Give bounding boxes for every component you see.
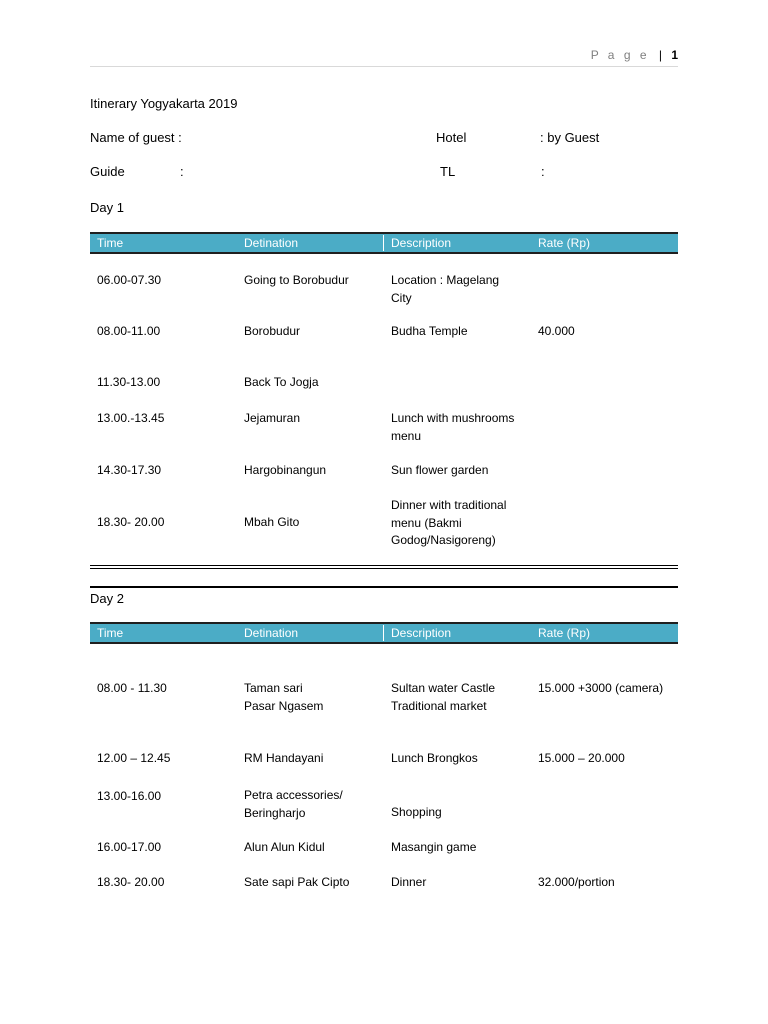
day1-row2-time: 08.00-11.00	[97, 324, 161, 338]
day1-row2-description: Budha Temple	[391, 324, 468, 338]
day1-row5-destination: Hargobinangun	[244, 463, 327, 477]
day2-row5-description: Dinner	[391, 875, 427, 889]
section-rule	[90, 586, 678, 588]
day2-row1-rate: 15.000 +3000 (camera)	[538, 681, 664, 695]
guest-name-label: Name of guest :	[90, 130, 182, 145]
col-description-header: Description	[391, 626, 452, 640]
day1-row5-time: 14.30-17.30	[97, 463, 162, 477]
day1-row1-description: Location : Magelang City	[391, 273, 500, 305]
day2-row4-description: Masangin game	[391, 840, 477, 854]
header-divider	[383, 625, 384, 641]
page-word: P a g e	[590, 48, 650, 62]
day2-row2-time: 12.00 – 12.45	[97, 751, 171, 765]
day2-row3-time: 13.00-16.00	[97, 789, 162, 803]
hotel-value: : by Guest	[540, 130, 600, 145]
day1-row6-description: Dinner with traditional menu (Bakmi Godog/Nasigoreng)	[391, 498, 507, 547]
page-separator: |	[658, 48, 662, 62]
hotel-label: Hotel	[436, 130, 467, 145]
col-rate-header: Rate (Rp)	[538, 236, 591, 250]
page-number: 1	[671, 48, 678, 62]
day2-row5-time: 18.30- 20.00	[97, 875, 165, 889]
day2-row2-destination: RM Handayani	[244, 751, 324, 765]
day1-row1-time: 06.00-07.30	[97, 273, 162, 287]
day1-row6-destination: Mbah Gito	[244, 515, 300, 529]
day2-table-header	[90, 622, 678, 644]
day1-row3-destination: Back To Jogja	[244, 375, 319, 389]
col-time-header: Time	[97, 626, 124, 640]
day1-table-header	[90, 232, 678, 254]
day2-row3-description: Shopping	[391, 805, 442, 819]
day2-row1-description: Sultan water Castle Traditional market	[391, 681, 496, 713]
day2-row2-description: Lunch Brongkos	[391, 751, 478, 765]
day1-row2-rate: 40.000	[538, 324, 575, 338]
col-rate-header: Rate (Rp)	[538, 626, 591, 640]
day2-row4-destination: Alun Alun Kidul	[244, 840, 325, 854]
header-divider	[383, 235, 384, 251]
header-rule	[90, 66, 678, 67]
day2-row3-destination: Petra accessories/ Beringharjo	[244, 788, 343, 820]
col-destination-header: Detination	[244, 236, 299, 250]
page-number-header	[591, 48, 678, 62]
guide-colon: :	[180, 164, 184, 179]
col-destination-header: Detination	[244, 626, 299, 640]
day1-row4-destination: Jejamuran	[244, 411, 301, 425]
day2-row2-rate: 15.000 – 20.000	[538, 751, 625, 765]
day2-row1-time: 08.00 - 11.30	[97, 681, 167, 695]
day2-row1-destination: Taman sari Pasar Ngasem	[244, 681, 324, 713]
col-description-header: Description	[391, 236, 452, 250]
day2-label: Day 2	[90, 591, 124, 606]
day1-row3-time: 11.30-13.00	[97, 375, 161, 389]
tl-label: TL	[440, 164, 456, 179]
day1-table-bottom-rule	[90, 565, 678, 569]
col-time-header: Time	[97, 236, 124, 250]
day1-label: Day 1	[90, 200, 124, 215]
day1-row1-destination: Going to Borobudur	[244, 273, 349, 287]
day1-row5-description: Sun flower garden	[391, 463, 489, 477]
document-title: Itinerary Yogyakarta 2019	[90, 96, 238, 111]
day1-row6-time: 18.30- 20.00	[97, 515, 165, 529]
day1-row4-description: Lunch with mushrooms menu	[391, 411, 515, 443]
day1-row4-time: 13.00.-13.45	[97, 411, 165, 425]
day2-row5-rate: 32.000/portion	[538, 875, 615, 889]
day2-row5-destination: Sate sapi Pak Cipto	[244, 875, 350, 889]
tl-colon: :	[541, 164, 545, 179]
guide-label: Guide	[90, 164, 125, 179]
day2-row4-time: 16.00-17.00	[97, 840, 162, 854]
day1-row2-destination: Borobudur	[244, 324, 301, 338]
